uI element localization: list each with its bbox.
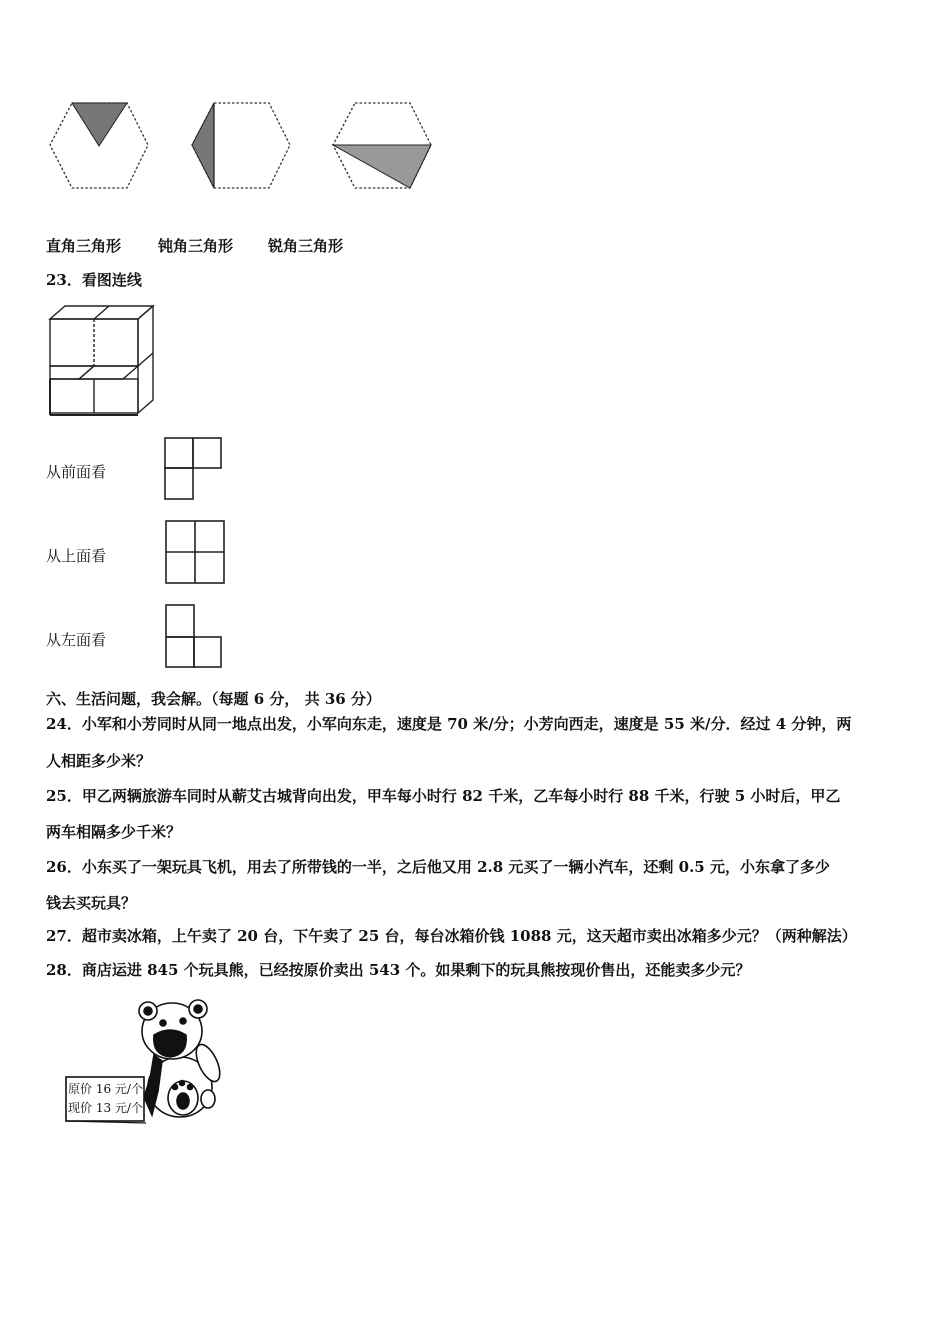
q28-line1: 28．商店运进 845 个玩具熊，已经按原价卖出 543 个。如果剩下的玩具熊按现价售出，还能卖多少元？ (46, 961, 751, 979)
q25-line2: 两车相隔多少千米？ (46, 823, 182, 841)
view-label-top: 从上面看 (46, 547, 107, 565)
top-view-grid (163, 518, 227, 586)
view-label-front: 从前面看 (46, 463, 107, 481)
front-view-grid (163, 435, 225, 503)
view-label-left: 从左面看 (46, 631, 107, 649)
label-right-triangle: 直角三角形 (46, 237, 122, 255)
hexagon-figure-right-triangle (45, 98, 155, 193)
left-view-grid (163, 602, 225, 672)
price-current: 现价 13 元/个 (68, 1101, 143, 1115)
cube-stack-figure (45, 303, 160, 421)
label-obtuse-triangle: 钝角三角形 (158, 237, 234, 255)
q24-line2: 人相距多少米？ (46, 752, 152, 770)
q23-title: 23．看图连线 (46, 271, 142, 289)
q25-line1: 25．甲乙两辆旅游车同时从蕲艾古城背向出发，甲车每小时行 82 千米，乙车每小时行 88 千米，行驶 5 小时后，甲乙 (46, 787, 841, 805)
price-original: 原价 16 元/个 (68, 1082, 143, 1096)
hexagon-figure-obtuse-triangle (187, 98, 297, 193)
q24-line1: 24．小军和小芳同时从同一地点出发，小军向东走，速度是 70 米/分；小芳向西走，速度是 55 米/分．经过 4 分钟，两 (46, 715, 852, 733)
hexagon-labels (0, 236, 950, 256)
q27-line1: 27．超市卖冰箱，上午卖了 20 台，下午卖了 25 台，每台冰箱价钱 1088 元，这天超市卖出冰箱多少元？（两种解法） (46, 927, 857, 945)
label-acute-triangle: 锐角三角形 (268, 237, 344, 255)
q26-line2: 钱去买玩具？ (46, 894, 137, 912)
price-sign (68, 1080, 144, 1118)
section-6-heading: 六、生活问题，我会解。（每题 6 分， 共 36 分） (46, 690, 381, 708)
q26-line1: 26．小东买了一架玩具飞机，用去了所带钱的一半，之后他又用 2.8 元买了一辆小汽车，还剩 0.5 元，小东拿了多少 (46, 858, 830, 876)
hexagon-figure-acute-triangle (328, 98, 438, 193)
